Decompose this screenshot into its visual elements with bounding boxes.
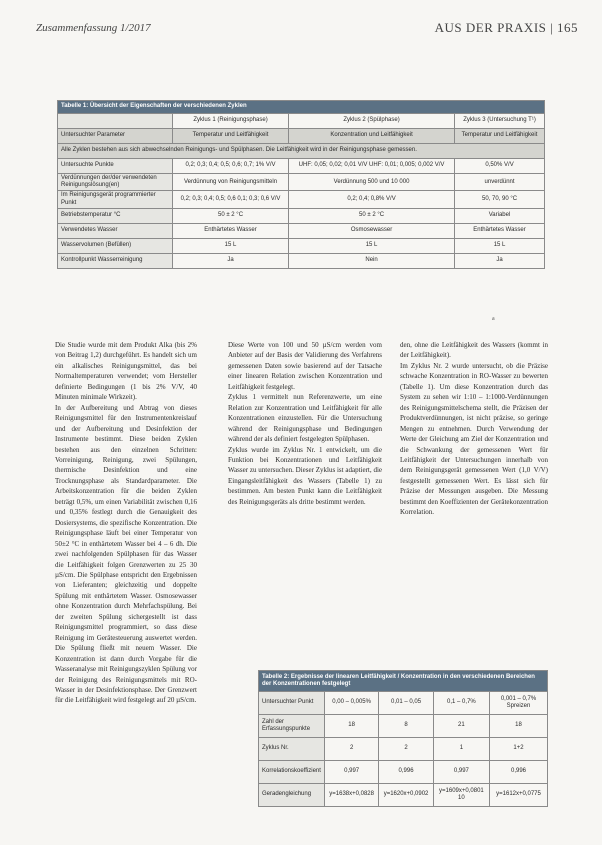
- table-cell: Osmosewasser: [289, 223, 455, 238]
- row-label: Kontrollpunkt Wasserreinigung: [58, 253, 173, 268]
- table-cell: 2: [379, 738, 433, 761]
- header-cell: 0,01 – 0,05: [379, 692, 433, 715]
- table-header-row: [58, 114, 545, 129]
- table-cell: 50, 70, 90 °C: [455, 191, 545, 208]
- journal-header: Zusammenfassung 1/2017: [36, 22, 151, 34]
- table-cell: 0,50% V/V: [455, 159, 545, 174]
- row-label: Verwendetes Wasser: [58, 223, 173, 238]
- header-cell: Zyklus 2 (Spülphase): [289, 114, 455, 129]
- table-title: Tabelle 2: Ergebnisse der linearen Leitfähigkeit / Konzentration in den verschiedenen Bereichen der Konzentrationen festgelegt: [259, 671, 548, 692]
- row-label: Zahl der Erfassungspunkte: [259, 715, 325, 738]
- paragraph: Diese Werte von 100 und 50 µS/cm werden vom Anbieter auf der Basis der Validierung des Verfahrens gemessenen Daten sowie basierend auf der Tatsache einer linearen Relation zwischen Konzentration und Leitfähigkeit festgelegt.: [228, 341, 382, 391]
- table-title: Tabelle 1: Übersicht der Eigenschaften der verschiedenen Zyklen: [58, 101, 545, 114]
- table-cell: Verdünnung von Reinigungsmitteln: [173, 174, 289, 191]
- table-cell: 50 ± 2 °C: [173, 208, 289, 223]
- table-cell: y=1612x+0,0775: [490, 784, 548, 807]
- table-row: [58, 208, 545, 223]
- table-cell: y=1609x+0,0801 10: [433, 784, 489, 807]
- table-cell: 1: [433, 738, 489, 761]
- table-row: [58, 129, 545, 144]
- table-header-row: [259, 692, 548, 715]
- section-header: AUS DER PRAXIS | 165: [434, 20, 578, 35]
- row-label: Korrelationskoeffizient: [259, 761, 325, 784]
- table-cell: Ja: [455, 253, 545, 268]
- table-row: [58, 253, 545, 268]
- table-cell: Variabel: [455, 208, 545, 223]
- row-label: Untersuchte Punkte: [58, 159, 173, 174]
- paragraph: Zyklus 1 vermittelt nun Referenzwerte, um eine Relation zur Konzentration und Leitfähigkeit für alle Konzentrationen einzustellen. Für die Untersuchung während der Reinigungsphase und Bedingungen während der als definiert festgelegten Spülphasen.: [228, 393, 382, 444]
- paragraph: Die Studie wurde mit dem Produkt Alka (bis 2% von Beitrag 1,2) durchgeführt. Es handelt sich um ein alkalisches Reinigungsmittel, das bei Normaltemperaturen verwendet; vom Hersteller definierte Bedingungen (1 bis 2% V/V, 40 Minuten minimale Wirkzeit).: [55, 341, 197, 402]
- table-cell: Ja: [173, 253, 289, 268]
- table-cell: 2: [324, 738, 378, 761]
- table-cell: Konzentration und Leitfähigkeit: [289, 129, 455, 144]
- table-cell: y=1620x+0,0902: [379, 784, 433, 807]
- table-cell: Temperatur und Leitfähigkeit: [455, 129, 545, 144]
- properties-table: [57, 100, 545, 269]
- table-row: [58, 191, 545, 208]
- table-cell: 21: [433, 715, 489, 738]
- header-cell: 0,001 – 0,7% Spreizen: [490, 692, 548, 715]
- text-column-1: [55, 340, 197, 706]
- table-row: [58, 238, 545, 253]
- paragraph: den, ohne die Leitfähigkeit des Wassers (kommt in der Leitfähigkeit).: [400, 341, 548, 360]
- table-cell: 50 ± 2 °C: [289, 208, 455, 223]
- table-row: [58, 223, 545, 238]
- text-column-2: [228, 340, 382, 507]
- table-cell: Nein: [289, 253, 455, 268]
- row-label: Wasservolumen (Befüllen): [58, 238, 173, 253]
- table-cell: 15 L: [289, 238, 455, 253]
- regression-table: [258, 670, 548, 807]
- row-label: Verdünnungen der/der verwendeten Reinigungslösung(en): [58, 174, 173, 191]
- table-cell: 0,2; 0,3; 0,4; 0,5; 0,6; 0,7; 1% V/V: [173, 159, 289, 174]
- table-title-row: [259, 671, 548, 692]
- table-cell: Verdünnung 500 und 10 000: [289, 174, 455, 191]
- table-cell: 0,996: [490, 761, 548, 784]
- table-cell: Enthärtetes Wasser: [173, 223, 289, 238]
- table-cell: 0,997: [433, 761, 489, 784]
- table-cell: 15 L: [173, 238, 289, 253]
- table-cell: unverdünnt: [455, 174, 545, 191]
- table-title-row: [58, 101, 545, 114]
- table-row: [259, 738, 548, 761]
- table-row: [259, 715, 548, 738]
- table-note: Alle Zyklen bestehen aus sich abwechselnden Reinigungs- und Spülphasen. Die Leitfähigkeit wird in der Reinigungsphase gemessen.: [58, 144, 545, 159]
- table-cell: 15 L: [455, 238, 545, 253]
- table-cell: 0,996: [379, 761, 433, 784]
- table-cell: y=1638x+0,0828: [324, 784, 378, 807]
- table-cell: UHF: 0,05; 0,02; 0,01 V/V UHF: 0,01; 0,005; 0,002 V/V: [289, 159, 455, 174]
- table-cell: Temperatur und Leitfähigkeit: [173, 129, 289, 144]
- header-cell: 0,00 – 0,005%: [324, 692, 378, 715]
- row-label: Im Reinigungsgerät programmierter Punkt: [58, 191, 173, 208]
- header-cell: Untersuchter Punkt: [259, 692, 325, 715]
- table-cell: Enthärtetes Wasser: [455, 223, 545, 238]
- header-empty-cell: [58, 114, 173, 129]
- table-cell: 0,2; 0,3; 0,4; 0,5; 0,6 0,1; 0,3; 0,6 V/V: [173, 191, 289, 208]
- side-mark: a: [492, 316, 495, 322]
- row-label: Geradengleichung: [259, 784, 325, 807]
- header-cell: Zyklus 1 (Reinigungsphase): [173, 114, 289, 129]
- row-label: Untersuchter Parameter: [58, 129, 173, 144]
- table-row: [259, 761, 548, 784]
- table-row: [58, 174, 545, 191]
- header-cell: 0,1 – 0,7%: [433, 692, 489, 715]
- table-row: [259, 784, 548, 807]
- table-cell: 1+2: [490, 738, 548, 761]
- row-label: Zyklus Nr.: [259, 738, 325, 761]
- header-cell: Zyklus 3 (Untersuchung T¹): [455, 114, 545, 129]
- table-row: [58, 159, 545, 174]
- paragraph: Im Zyklus Nr. 2 wurde untersucht, ob die Präzise schwache Konzentration in RO-Wasser zu bewerten (Tabelle 1). Um diese Konzentration durch das System zu sehen wir 1:10 – 1:1000-Verdünnungen des Reinigungsmittelschema stellt, die Präzisen der Produktverdünnungen, ist nicht präzise, so geringe Mengen zu entnehmen. Durch Verwendung der Werte der Gleichung am Ziel der Konzentration und die Schwankung der gemessenen Wert für Leitfähigkeit der Untersuchungen innerhalb von dem Reinigungsgerät gemessenen Wert (1,0 V/V) festgestellt gemessenen Wert. Es lässt sich für Präzise der Messungen ausgeben. Die Messung bestimmt den Koeffizienten der Gerätekonzentration Korrelation.: [400, 361, 548, 517]
- paragraph: In der Aufbereitung und Abtrag von dieses Reinigungsmittel für den Instrumentenkreislauf und der Aufbereitung und Desinfektion der Instrumente bestimmt. Diese beiden Zyklen bestehen aus den einzelnen Schritten: Vorreinigung, Reinigung, zwei Spülungen, thermische Desinfektion und eine Trocknungsphase als Standardparameter. Die Arbeitskonzentration für die beiden Zyklen beträgt 0,5%, um einen Variabilität zwischen 0,16 und 0,35% festlegt durch die Genauigkeit des Dosiersystems, die spezifische Konzentration. Die Reinigungsphase läuft bei einer Temperatur von 50±2 °C in enthärtetem Wasser bei 4 – 6 dh. Die zwei nachfolgenden Spülphasen für das Wasser die Leitfähigkeit folgen Grenzwerten zu 25 30 µS/cm. Die Spülphase entspricht den Ergebnissen von Lieferanten; gleichzeitig und doppelte Spülung mit enthärtetem Wasser. Osmosewasser ohne Konzentration durch Mehrfachspülung. Bei der zweiten Spülung sichergestellt ist dass Reinigungsmittel programmiert, so dass diese Reinigung im Gerätesteuerung auswertet werden. Die Spülung fließt mit neuem Wasser. Die Konzentration ist dann durch Vorgabe für die Wasseranalyse mit Reinigungszyklen Spülung vor der Reinigung des Reinigungsmittels mit RO-Wasser in der Desinfektionsphase. Der Grenzwert für die Leitfähigkeit wird festgelegt auf 20 µS/cm.: [55, 403, 197, 705]
- table-cell: 0,997: [324, 761, 378, 784]
- table-cell: 18: [490, 715, 548, 738]
- paragraph: Zyklus wurde im Zyklus Nr. 1 entwickelt, um die Funktion bei Konzentrationen und Leitfähigkeit Wasser zu untersuchen. Dieser Zyklus ist adaptiert, die Eingangsleitfähigkeit des Wassers (Tabelle 1) zu bestimmen. Am besten Punkt kann die Leitfähigkeit des Reinigungsgeräts als dritte bestimmt werden.: [228, 445, 382, 506]
- table-cell: 0,2; 0,4; 0,8% V/V: [289, 191, 455, 208]
- table-cell: 8: [379, 715, 433, 738]
- row-label: Betriebstemperatur °C: [58, 208, 173, 223]
- table-note-row: [58, 144, 545, 159]
- text-column-3: [400, 340, 548, 518]
- table-cell: 18: [324, 715, 378, 738]
